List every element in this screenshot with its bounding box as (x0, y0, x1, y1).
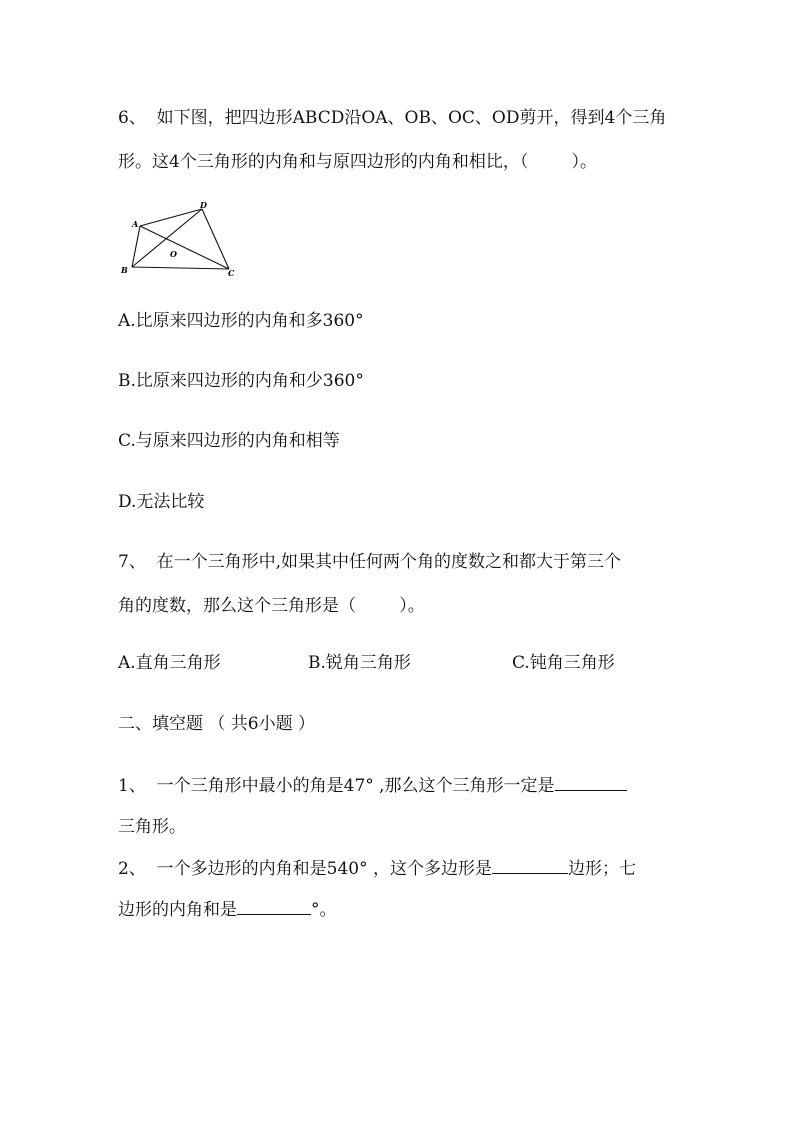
section-title: 二、填空题 （ 共6小题 ） (118, 714, 316, 734)
q7-line-1: 7、 在一个三角形中,如果其中任何两个角的度数之和都大于第三个 (118, 552, 622, 572)
fill1-line-2: 三角形。 (118, 817, 186, 837)
fill2-line-2 (118, 897, 337, 921)
edge-cb (132, 267, 229, 269)
q7-option-a: A.直角三角形 (118, 653, 221, 673)
label-b: B (121, 265, 128, 275)
fill2-text: 2、 一个多边形的内角和是540° ，这个多边形是 (118, 859, 492, 879)
edge-ad (140, 209, 202, 226)
fill2-answer-blank-1[interactable] (492, 856, 568, 874)
fill2-line-1 (118, 856, 636, 880)
label-o: O (170, 249, 177, 259)
fill2-line2-text: 边形的内角和是 (118, 900, 237, 920)
fill1-line-1 (118, 773, 627, 797)
label-a: A (132, 219, 139, 229)
label-c: C (228, 268, 235, 278)
fill1-text: 1、 一个三角形中最小的角是47° ,那么这个三角形一定是 (118, 776, 555, 796)
edge-dc (202, 209, 229, 269)
q7-option-c: C.钝角三角形 (512, 653, 615, 673)
fill2-answer-blank-2[interactable] (237, 897, 311, 915)
q7-option-b: B.锐角三角形 (308, 653, 411, 673)
q6-option-d: D.无法比较 (118, 492, 205, 512)
q6-option-a: A.比原来四边形的内角和多360° (118, 311, 364, 331)
q6-option-b: B.比原来四边形的内角和少360° (118, 371, 364, 391)
fill2-suffix: 边形；七 (567, 859, 636, 879)
fill2-line2-suffix: °。 (311, 900, 337, 920)
diagonal-bd (132, 209, 202, 267)
q7-line-2: 角的度数，那么这个三角形是（ ）。 (118, 596, 425, 616)
q6-line-2: 形。这4个三角形的内角和与原四边形的内角和相比，（ ）。 (118, 152, 598, 172)
diagonal-ac (140, 226, 229, 269)
q6-option-c: C.与原来四边形的内角和相等 (118, 431, 340, 451)
q6-line-1: 6、 如下图，把四边形ABCD沿OA、OB、OC、OD剪开，得到4个三角 (118, 108, 667, 128)
quadrilateral-figure (118, 198, 243, 280)
fill1-answer-blank[interactable] (555, 773, 627, 791)
label-d: D (200, 200, 207, 210)
